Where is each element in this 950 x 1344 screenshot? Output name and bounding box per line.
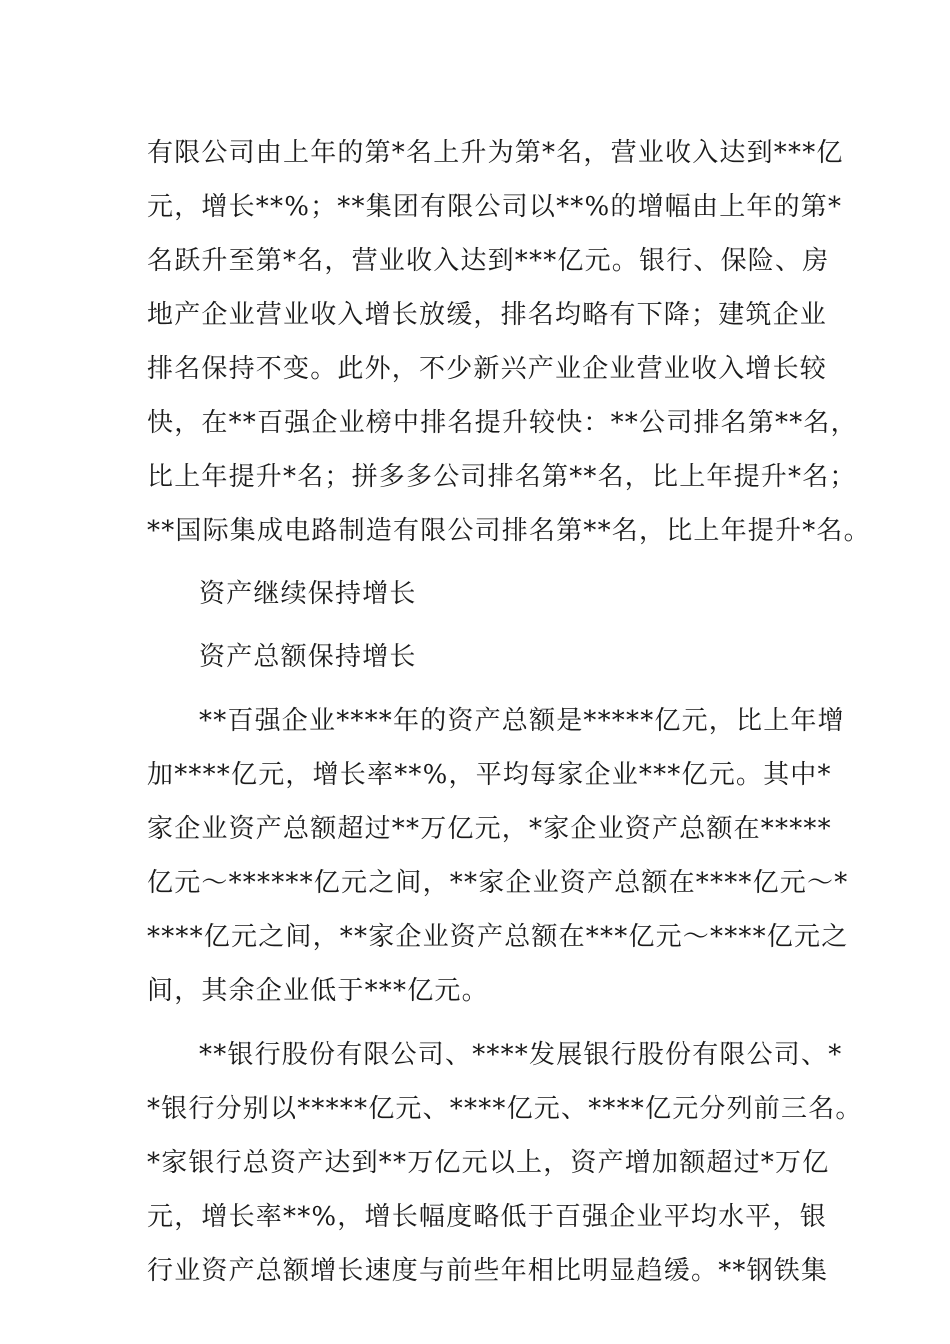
text-line: 元，增长率**%，增长幅度略低于百强企业平均水平，银 [147, 1202, 827, 1232]
text-line: 有限公司由上年的第*名上升为第*名，营业收入达到***亿 [147, 138, 844, 168]
text-line: 行业资产总额增长速度与前些年相比明显趋缓。**钢铁集 [147, 1256, 829, 1286]
text-line: 元，增长**%；**集团有限公司以**%的增幅由上年的第* [147, 192, 843, 222]
text-line: 快，在**百强企业榜中排名提升较快：**公司排名第**名， [147, 408, 858, 438]
text-line: 家企业资产总额超过**万亿元，*家企业资产总额在***** [147, 814, 832, 844]
paragraph-bank-assets [147, 1028, 863, 1298]
text-line: *银行分别以*****亿元、****亿元、****亿元分列前三名。 [147, 1094, 863, 1124]
paragraph-revenue-ranking [147, 126, 871, 558]
text-line: 名跃升至第*名，营业收入达到***亿元。银行、保险、房 [147, 246, 830, 276]
paragraph-total-assets [147, 694, 849, 1018]
text-line: 加****亿元，增长率**%，平均每家企业***亿元。其中* [147, 760, 832, 790]
section-heading: 资产继续保持增长 [199, 579, 417, 609]
subsection-heading: 资产总额保持增长 [199, 642, 417, 672]
text-line: **百强企业****年的资产总额是*****亿元，比上年增 [199, 706, 845, 736]
text-line: 亿元～******亿元之间，**家企业资产总额在****亿元～* [147, 868, 849, 898]
document-body [147, 126, 871, 1298]
text-line: 间，其余企业低于***亿元。 [147, 976, 489, 1006]
text-line: 比上年提升*名；拼多多公司排名第**名，比上年提升*名； [147, 462, 857, 492]
text-line: *家银行总资产达到**万亿元以上，资产增加额超过*万亿 [147, 1148, 830, 1178]
text-line: ****亿元之间，**家企业资产总额在***亿元～****亿元之 [147, 922, 849, 952]
text-line: 地产企业营业收入增长放缓，排名均略有下降；建筑企业 [147, 300, 828, 330]
text-line: **银行股份有限公司、****发展银行股份有限公司、* [199, 1040, 843, 1070]
text-line: **国际集成电路制造有限公司排名第**名，比上年提升*名。 [147, 516, 871, 546]
text-line: 排名保持不变。此外，不少新兴产业企业营业收入增长较 [147, 354, 828, 384]
